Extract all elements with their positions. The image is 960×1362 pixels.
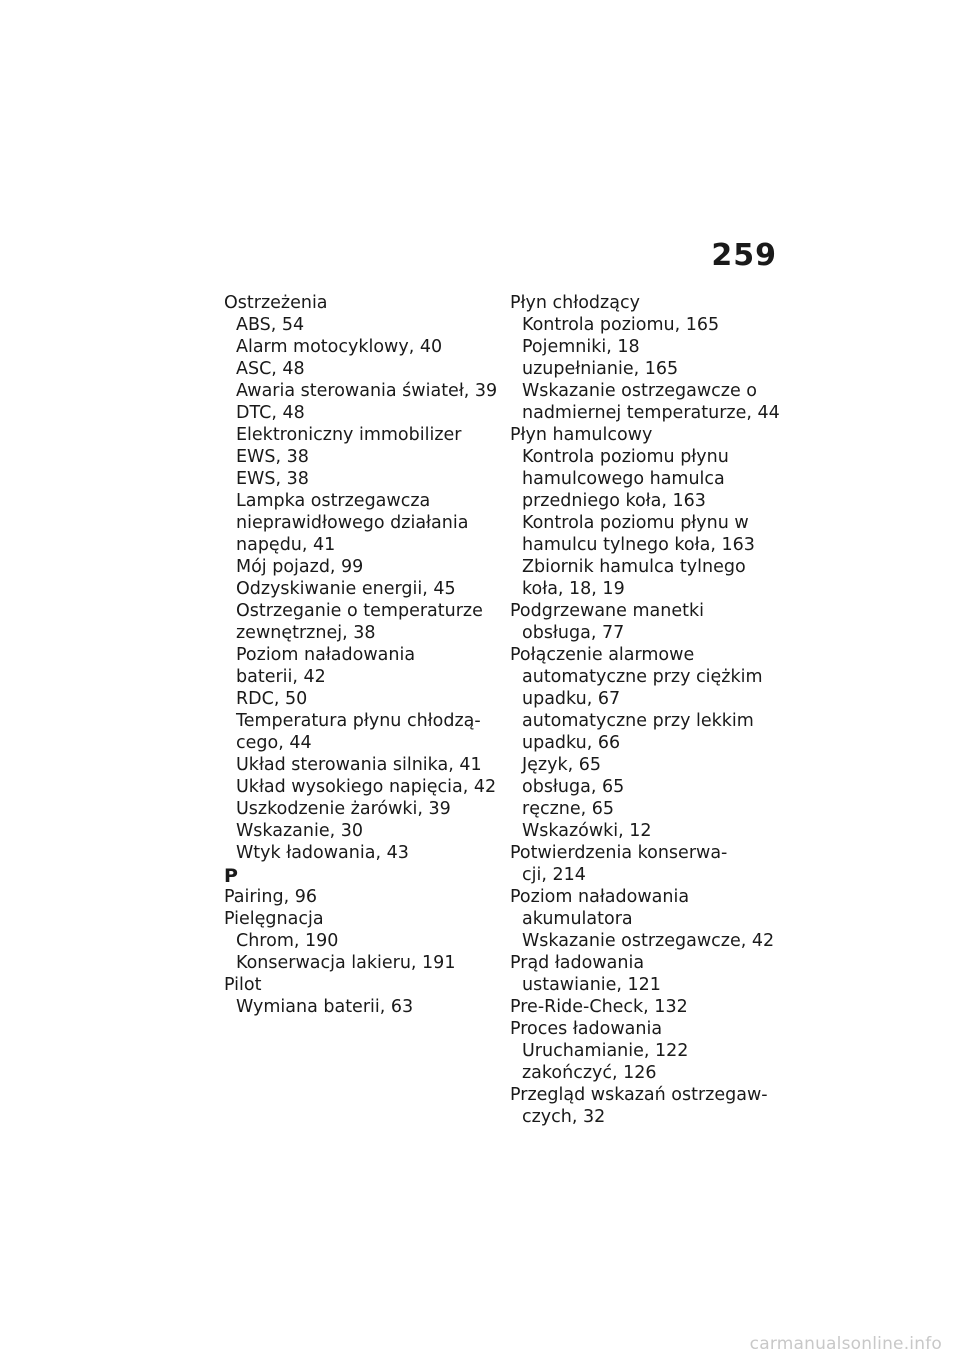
index-subentry: ustawianie, 121 bbox=[522, 975, 661, 995]
index-subentry: Uruchamianie, 122 bbox=[522, 1041, 689, 1061]
index-subentry: Wskazanie, 30 bbox=[236, 821, 363, 841]
index-entry: Pre-Ride-Check, 132 bbox=[510, 997, 688, 1017]
index-subentry: ręczne, 65 bbox=[522, 799, 615, 819]
index-subentry: Konserwacja lakieru, 191 bbox=[236, 953, 456, 973]
index-subentry: koła, 18, 19 bbox=[522, 579, 625, 599]
index-subentry: Wymiana baterii, 63 bbox=[236, 997, 414, 1017]
index-entry: Poziom naładowania bbox=[510, 887, 690, 907]
index-subentry: obsługa, 77 bbox=[522, 623, 625, 643]
index-subentry: Temperatura płynu chłodzą- bbox=[236, 711, 481, 731]
index-column-right bbox=[510, 293, 790, 1128]
index-entry: Proces ładowania bbox=[510, 1019, 663, 1039]
index-subentry: Mój pojazd, 99 bbox=[236, 557, 364, 577]
index-subentry: Układ wysokiego napięcia, 42 bbox=[236, 777, 497, 797]
index-subentry: hamulcowego hamulca bbox=[522, 469, 725, 489]
index-subentry: EWS, 38 bbox=[236, 447, 309, 467]
index-subentry: Kontrola poziomu, 165 bbox=[522, 315, 720, 335]
index-column-left bbox=[224, 293, 504, 1018]
index-subentry: nadmiernej temperaturze, 44 bbox=[522, 403, 780, 423]
index-entry: Płyn chłodzący bbox=[510, 293, 640, 313]
index-subentry: DTC, 48 bbox=[236, 403, 305, 423]
index-subentry: napędu, 41 bbox=[236, 535, 336, 555]
index-subentry: ABS, 54 bbox=[236, 315, 305, 335]
page-number: 259 bbox=[711, 238, 777, 273]
watermark: carmanualsonline.info bbox=[749, 1334, 942, 1354]
index-subentry: Wskazówki, 12 bbox=[522, 821, 652, 841]
index-subentry: upadku, 67 bbox=[522, 689, 621, 709]
index-subentry: uzupełnianie, 165 bbox=[522, 359, 679, 379]
index-subentry: Poziom naładowania bbox=[236, 645, 416, 665]
index-subentry: Wskazanie ostrzegawcze, 42 bbox=[522, 931, 775, 951]
index-entry: Podgrzewane manetki bbox=[510, 601, 704, 621]
index-subentry: automatyczne przy lekkim bbox=[522, 711, 754, 731]
index-subentry: hamulcu tylnego koła, 163 bbox=[522, 535, 755, 555]
index-subentry: ASC, 48 bbox=[236, 359, 305, 379]
index-letter-heading: P bbox=[224, 865, 238, 887]
index-subentry: upadku, 66 bbox=[522, 733, 621, 753]
index-subentry: RDC, 50 bbox=[236, 689, 308, 709]
index-subentry: Pojemniki, 18 bbox=[522, 337, 640, 357]
index-subentry: Alarm motocyklowy, 40 bbox=[236, 337, 443, 357]
index-subentry: obsługa, 65 bbox=[522, 777, 625, 797]
index-subentry: Odzyskiwanie energii, 45 bbox=[236, 579, 456, 599]
index-entry: Pairing, 96 bbox=[224, 887, 318, 907]
index-subentry: cji, 214 bbox=[522, 865, 586, 885]
index-subentry: Kontrola poziomu płynu bbox=[522, 447, 729, 467]
index-subentry: Chrom, 190 bbox=[236, 931, 339, 951]
index-entry: Ostrzeżenia bbox=[224, 293, 328, 313]
index-subentry: zewnętrznej, 38 bbox=[236, 623, 376, 643]
index-subentry: automatyczne przy ciężkim bbox=[522, 667, 763, 687]
index-subentry: Układ sterowania silnika, 41 bbox=[236, 755, 482, 775]
index-subentry: Ostrzeganie o temperaturze bbox=[236, 601, 483, 621]
index-subentry: Elektroniczny immobilizer bbox=[236, 425, 462, 445]
index-subentry: baterii, 42 bbox=[236, 667, 326, 687]
index-subentry: cego, 44 bbox=[236, 733, 312, 753]
index-subentry: Kontrola poziomu płynu w bbox=[522, 513, 749, 533]
index-subentry: Awaria sterowania świateł, 39 bbox=[236, 381, 498, 401]
index-subentry: Lampka ostrzegawcza bbox=[236, 491, 431, 511]
index-subentry: przedniego koła, 163 bbox=[522, 491, 706, 511]
index-subentry: Wtyk ładowania, 43 bbox=[236, 843, 409, 863]
index-subentry: akumulatora bbox=[522, 909, 633, 929]
index-entry: Połączenie alarmowe bbox=[510, 645, 695, 665]
index-entry: Płyn hamulcowy bbox=[510, 425, 653, 445]
index-subentry: Język, 65 bbox=[522, 755, 601, 775]
index-subentry: czych, 32 bbox=[522, 1107, 606, 1127]
index-subentry: EWS, 38 bbox=[236, 469, 309, 489]
index-entry: Potwierdzenia konserwa- bbox=[510, 843, 728, 863]
index-subentry: Zbiornik hamulca tylnego bbox=[522, 557, 746, 577]
index-subentry: zakończyć, 126 bbox=[522, 1063, 657, 1083]
index-entry: Prąd ładowania bbox=[510, 953, 645, 973]
index-subentry: Uszkodzenie żarówki, 39 bbox=[236, 799, 451, 819]
index-subentry: Wskazanie ostrzegawcze o bbox=[522, 381, 757, 401]
index-entry: Pilot bbox=[224, 975, 262, 995]
index-entry: Pielęgnacja bbox=[224, 909, 324, 929]
index-entry: Przegląd wskazań ostrzegaw- bbox=[510, 1085, 768, 1105]
index-subentry: nieprawidłowego działania bbox=[236, 513, 469, 533]
